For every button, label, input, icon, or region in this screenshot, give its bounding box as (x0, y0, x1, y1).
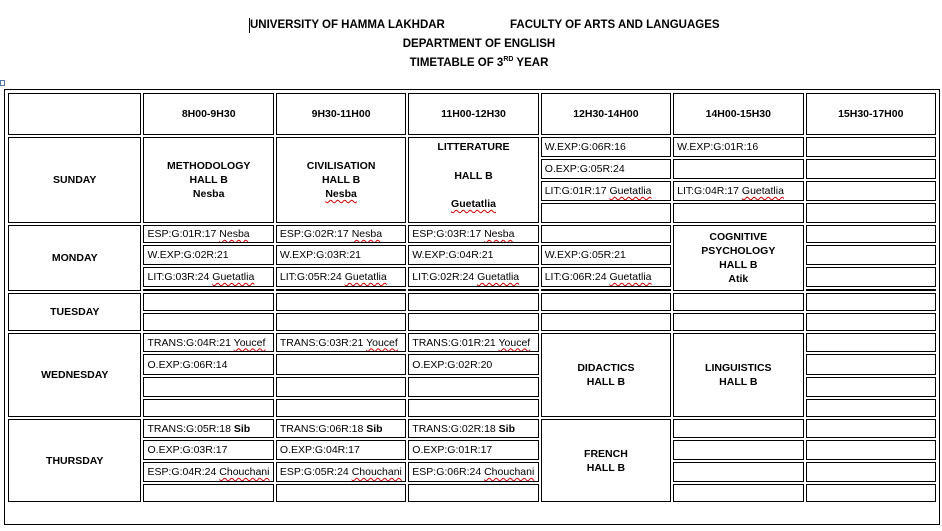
empty-cell (541, 225, 671, 243)
empty-cell (276, 289, 406, 291)
empty-cell (276, 484, 406, 502)
empty-cell (408, 399, 538, 417)
monday-slot5: COGNITIVE PSYCHOLOGY HALL B Atik (673, 225, 803, 291)
monday-slot3-line1: ESP:G:03R:17 Nesba (408, 225, 538, 243)
slot-header: 9H30-11H00 (276, 93, 406, 135)
wednesday-slot5: LINGUISTICS HALL B (673, 333, 803, 417)
thursday-slot3-line1: TRANS:G:02R:18 Sib (408, 419, 538, 438)
empty-cell (143, 484, 273, 502)
sunday-slot2: CIVILISATION HALL B Nesba (276, 137, 406, 223)
monday-slot4-line2: LIT:G:06R:24 Guetatlia (541, 267, 671, 287)
empty-cell (806, 289, 936, 291)
day-sunday: SUNDAY (8, 137, 141, 223)
slot-header: 8H00-9H30 (143, 93, 273, 135)
faculty-name: FACULTY OF ARTS AND LANGUAGES (510, 19, 720, 31)
timetable-title: TIMETABLE OF 3RD YEAR (409, 56, 549, 69)
timetable (6, 91, 938, 504)
empty-cell (276, 293, 406, 311)
corner-cell (8, 93, 141, 135)
empty-cell (673, 462, 803, 482)
slot-header: 11H00-12H30 (408, 93, 538, 135)
empty-cell (541, 293, 671, 311)
empty-cell (806, 159, 936, 179)
empty-cell (408, 313, 538, 331)
empty-cell (806, 313, 936, 331)
thursday-slot2-line1: TRANS:G:06R:18 Sib (276, 419, 406, 438)
empty-cell (276, 377, 406, 397)
wednesday-slot4: DIDACTICS HALL B (541, 333, 671, 417)
monday-slot3-line2: W.EXP:G:04R:21 (408, 245, 538, 265)
monday-slot4-line1: W.EXP:G:05R:21 (541, 245, 671, 265)
empty-cell (806, 440, 936, 460)
monday-slot1-line3: LIT:G:03R:24 Guetatlia (143, 267, 273, 287)
thursday-slot3-line3: ESP:G:06R:24 Chouchani (408, 462, 538, 482)
empty-cell (143, 293, 273, 311)
empty-cell (806, 137, 936, 157)
sunday-slot4-line2: O.EXP:G:05R:24 (541, 159, 671, 179)
table-move-handle[interactable] (0, 80, 5, 86)
document-header (0, 0, 942, 90)
sunday-slot1: METHODOLOGY HALL B Nesba (143, 137, 273, 223)
slot-header: 14H00-15H30 (673, 93, 803, 135)
empty-cell (806, 462, 936, 482)
empty-cell (806, 377, 936, 397)
sunday-slot5-line2: LIT:G:04R:17 Guetatlia (673, 181, 803, 201)
monday-slot1-line1: ESP:G:01R:17 Nesba (143, 225, 273, 243)
empty-cell (806, 484, 936, 502)
day-thursday: THURSDAY (8, 419, 141, 502)
empty-cell (806, 267, 936, 287)
slot-header: 12H30-14H00 (541, 93, 671, 135)
empty-cell (408, 484, 538, 502)
empty-cell (143, 313, 273, 331)
department-name: DEPARTMENT OF ENGLISH (402, 38, 556, 50)
empty-cell (276, 354, 406, 375)
empty-cell (408, 293, 538, 311)
empty-cell (673, 419, 803, 438)
university-name: UNIVERSITY OF HAMMA LAKHDAR (250, 19, 445, 31)
empty-cell (541, 289, 671, 291)
empty-cell (806, 293, 936, 311)
empty-cell (143, 289, 273, 291)
empty-cell (276, 313, 406, 331)
thursday-slot1-line2: O.EXP:G:03R:17 (143, 440, 273, 460)
empty-cell (806, 419, 936, 438)
empty-cell (541, 203, 671, 223)
monday-slot1-line2: W.EXP:G:02R:21 (143, 245, 273, 265)
empty-cell (806, 203, 936, 223)
monday-slot2-line2: W.EXP:G:03R:21 (276, 245, 406, 265)
day-tuesday: TUESDAY (8, 293, 141, 331)
thursday-slot2-line2: O.EXP:G:04R:17 (276, 440, 406, 460)
empty-cell (806, 354, 936, 375)
thursday-slot4: FRENCH HALL B (541, 419, 671, 502)
wednesday-slot2-line1: TRANS:G:03R:21 Youcef (276, 333, 406, 352)
empty-cell (541, 313, 671, 331)
empty-cell (673, 484, 803, 502)
sunday-slot5-line1: W.EXP:G:01R:16 (673, 137, 803, 157)
empty-cell (276, 399, 406, 417)
day-monday: MONDAY (8, 225, 141, 291)
wednesday-slot1-line2: O.EXP:G:06R:14 (143, 354, 273, 375)
empty-cell (673, 293, 803, 311)
empty-cell (673, 440, 803, 460)
sunday-slot3: LITTERATURE HALL B Guetatlia (408, 137, 538, 223)
thursday-slot3-line2: O.EXP:G:01R:17 (408, 440, 538, 460)
empty-cell (673, 313, 803, 331)
day-wednesday: WEDNESDAY (8, 333, 141, 417)
thursday-slot2-line3: ESP:G:05R:24 Chouchani (276, 462, 406, 482)
empty-cell (806, 225, 936, 243)
empty-cell (806, 333, 936, 352)
monday-slot2-line1: ESP:G:02R:17 Nesba (276, 225, 406, 243)
empty-cell (408, 289, 538, 291)
empty-cell (673, 159, 803, 179)
empty-cell (806, 181, 936, 201)
slot-header: 15H30-17H00 (806, 93, 936, 135)
empty-cell (806, 399, 936, 417)
empty-cell (806, 245, 936, 265)
monday-slot2-line3: LIT:G:05R:24 Guetatlia (276, 267, 406, 287)
thursday-slot1-line1: TRANS:G:05R:18 Sib (143, 419, 273, 438)
thursday-slot1-line3: ESP:G:04R:24 Chouchani (143, 462, 273, 482)
sunday-slot4-line1: W.EXP:G:06R:16 (541, 137, 671, 157)
empty-cell (143, 399, 273, 417)
empty-cell (143, 377, 273, 397)
empty-cell (673, 203, 803, 223)
wednesday-slot3-line2: O.EXP:G:02R:20 (408, 354, 538, 375)
wednesday-slot1-line1: TRANS:G:04R:21 Youcef (143, 333, 273, 352)
empty-cell (408, 377, 538, 397)
sunday-slot4-line3: LIT:G:01R:17 Guetatlia (541, 181, 671, 201)
wednesday-slot3-line1: TRANS:G:01R:21 Youcef (408, 333, 538, 352)
monday-slot3-line3: LIT:G:02R:24 Guetatlia (408, 267, 538, 287)
